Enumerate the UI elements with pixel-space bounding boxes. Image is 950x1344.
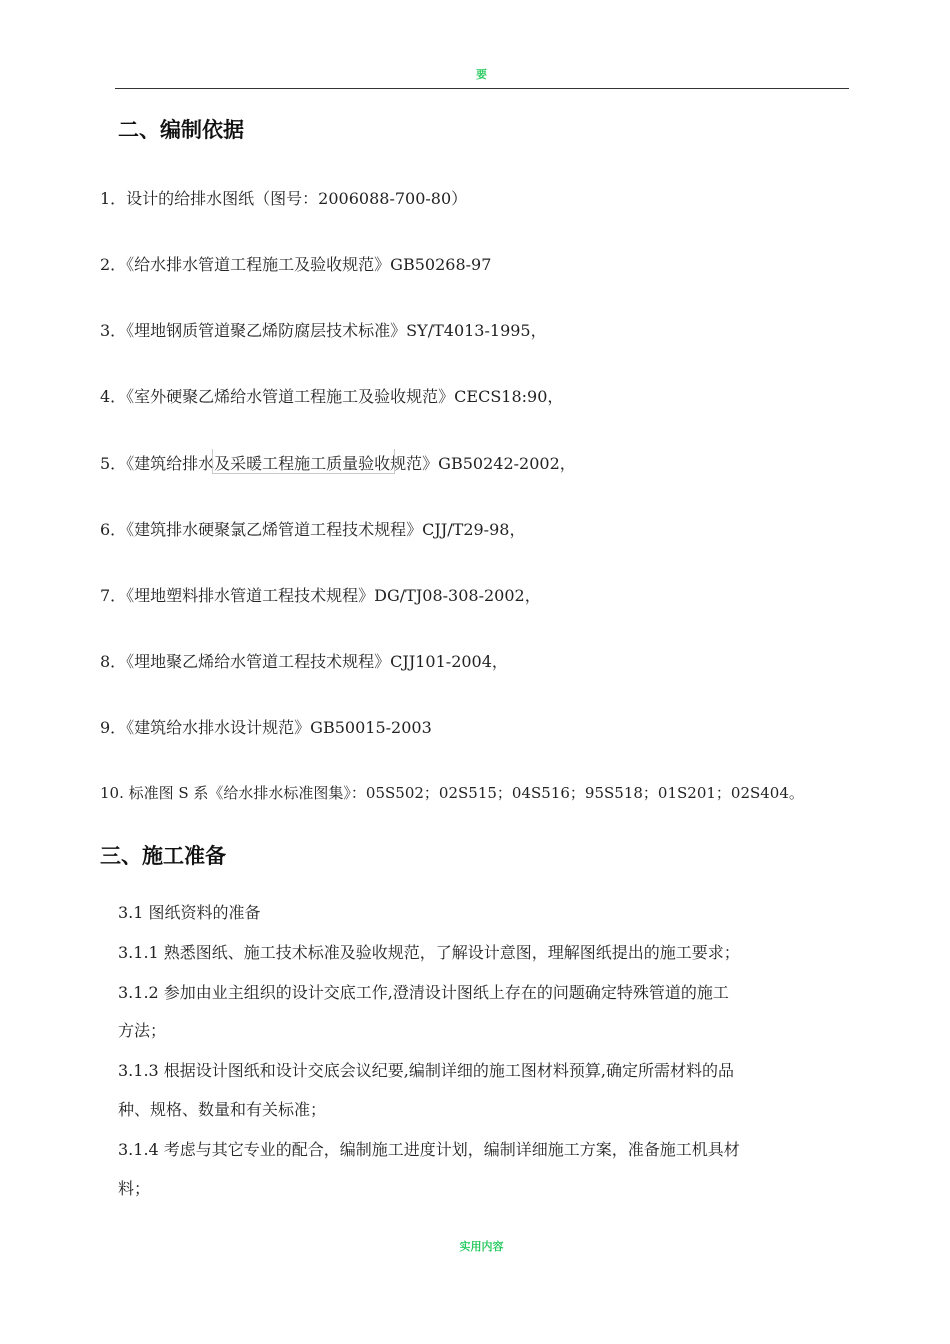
footer-watermark: 实用内容 bbox=[459, 1240, 504, 1253]
section-2-title: 二、编制依据 bbox=[118, 118, 244, 142]
reference-item-1: 1．设计的给排水图纸（图号：2006088-700-80） bbox=[100, 189, 468, 208]
header-watermark: 要 bbox=[476, 68, 487, 81]
paragraph-line: 3.1.3 根据设计图纸和设计交底会议纪要,编制详细的施工图材料预算,确定所需材料的品 bbox=[118, 1061, 734, 1080]
reference-item-7: 7．《埋地塑料排水管道工程技术规程》DG/TJ08-308-2002， bbox=[100, 586, 541, 605]
reference-item-3: 3．《埋地钢质管道聚乙烯防腐层技术标准》SY/T4013-1995， bbox=[100, 321, 547, 340]
reference-item-10: 10. 标准图 S 系《给水排水标准图集》：05S502；02S515；04S516；95S518；01S201；02S404。 bbox=[100, 784, 804, 802]
reference-item-2: 2．《给水排水管道工程施工及验收规范》GB50268-97 bbox=[100, 255, 492, 274]
paragraph-line: 方法； bbox=[118, 1021, 167, 1040]
reference-item-9: 9．《建筑给水排水设计规范》GB50015-2003 bbox=[100, 718, 432, 737]
header-rule bbox=[115, 88, 849, 89]
reference-item-5: 5．《建筑给排水及采暖工程施工质量验收规范》GB50242-2002， bbox=[100, 454, 576, 473]
paragraph-line: 料； bbox=[118, 1179, 151, 1198]
paragraph-line: 3.1.4 考虑与其它专业的配合，编制施工进度计划，编制详细施工方案，准备施工机具材 bbox=[118, 1140, 740, 1159]
text-highlight-box bbox=[212, 449, 395, 474]
reference-item-6: 6．《建筑排水硬聚氯乙烯管道工程技术规程》CJJ/T29-98， bbox=[100, 520, 526, 539]
paragraph-line: 种、规格、数量和有关标准； bbox=[118, 1100, 327, 1119]
reference-item-8: 8．《埋地聚乙烯给水管道工程技术规程》CJJ101-2004， bbox=[100, 652, 508, 671]
paragraph-line: 3.1.1 熟悉图纸、施工技术标准及验收规范，了解设计意图，理解图纸提出的施工要求； bbox=[118, 943, 740, 962]
reference-item-4: 4．《室外硬聚乙烯给水管道工程施工及验收规范》CECS18:90， bbox=[100, 387, 564, 406]
paragraph-line: 3.1.2 参加由业主组织的设计交底工作,澄清设计图纸上存在的问题确定特殊管道的施工 bbox=[118, 983, 729, 1002]
section-3-1-subtitle: 3.1 图纸资料的准备 bbox=[118, 903, 261, 922]
section-3-title: 三、施工准备 bbox=[100, 844, 226, 868]
